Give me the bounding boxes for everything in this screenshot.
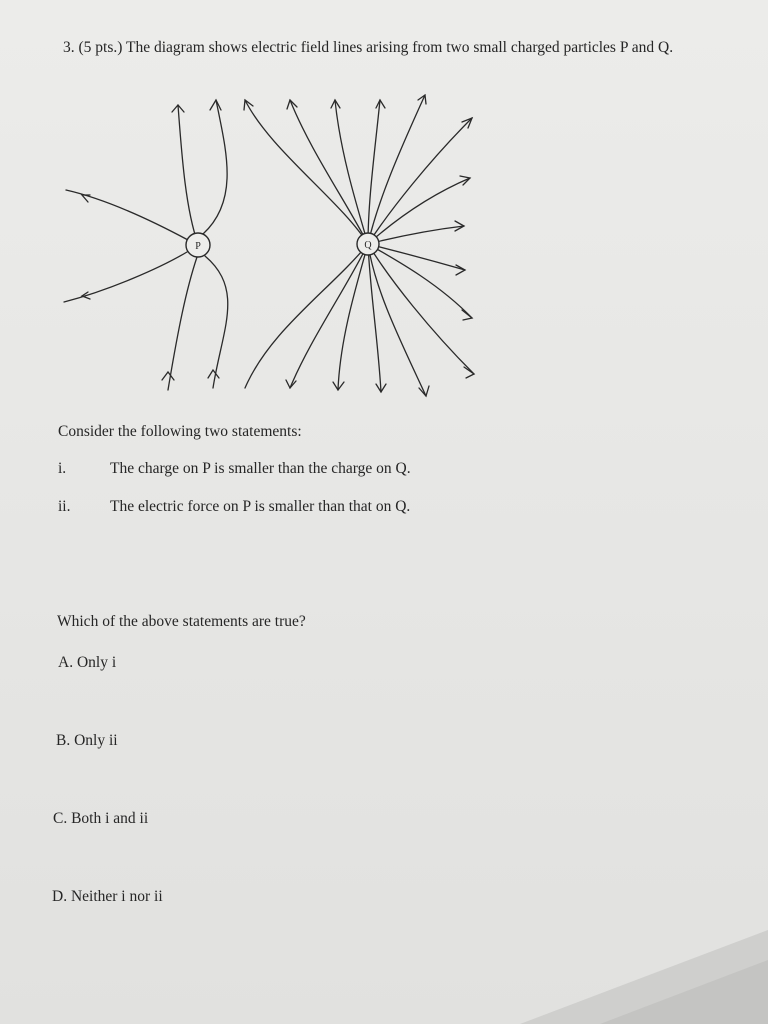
field-line-diagram (40, 90, 500, 410)
question-prompt: Which of the above statements are true? (57, 613, 306, 630)
statements-intro: Consider the following two statements: (58, 423, 302, 440)
label-q: Q (364, 240, 372, 251)
choice-a[interactable]: A. Only i (58, 654, 117, 671)
statement-text: The electric force on P is smaller than that on Q. (110, 498, 411, 515)
choice-b[interactable]: B. Only ii (56, 732, 118, 749)
question-header: 3. (5 pts.) The diagram shows electric field lines arising from two small charged particles P and Q. (63, 39, 674, 56)
choice-c[interactable]: C. Both i and ii (53, 810, 149, 827)
statement-number: ii. (58, 498, 71, 515)
label-p: P (195, 241, 201, 252)
statement-text: The charge on P is smaller than the charge on Q. (110, 460, 411, 477)
choice-d[interactable]: D. Neither i nor ii (52, 888, 163, 905)
statement-number: i. (58, 460, 67, 477)
